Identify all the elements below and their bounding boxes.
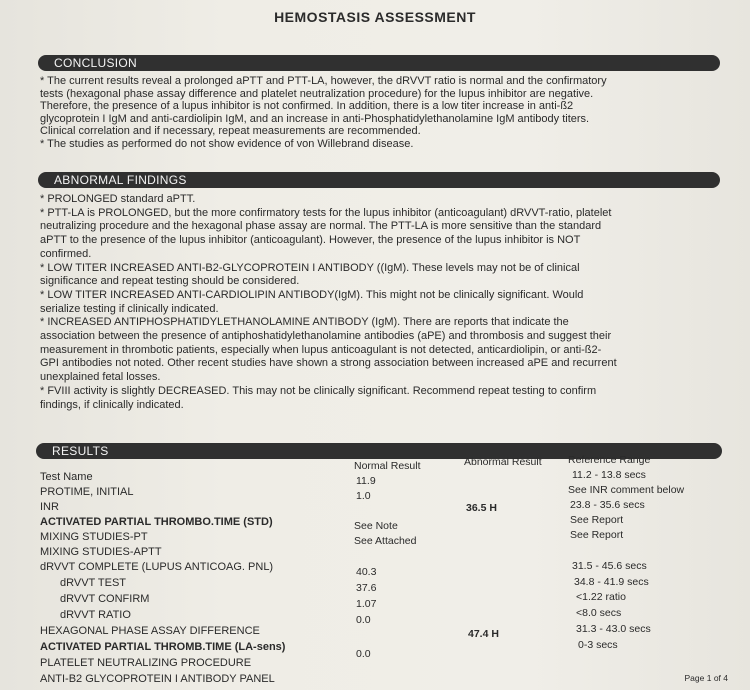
test-name: dRVVT COMPLETE (LUPUS ANTICOAG. PNL): [40, 561, 274, 573]
test-name: dRVVT CONFIRM: [60, 593, 150, 605]
finding-line: findings, if clinically indicated.: [40, 398, 184, 411]
conclusion-line: Therefore, the presence of a lupus inhibitor is not confirmed. In addition, there is a low titer increase in anti-ß2: [40, 100, 574, 113]
normal-result: 0.0: [356, 648, 371, 660]
conclusion-heading: CONCLUSION: [54, 56, 138, 70]
column-header-abnormal-result: Abnormal Result: [464, 456, 542, 468]
finding-line: * PROLONGED standard aPTT.: [40, 193, 196, 205]
conclusion-line: glycoprotein I IgM and anti-cardiolipin IgM, and an increase in anti-Phosphatidylethanolamine IgM antibody titers.: [40, 112, 590, 125]
normal-result: 40.3: [356, 566, 377, 578]
reference-range: 31.3 - 43.0 secs: [576, 623, 651, 635]
finding-line: association between the presence of antiphoshatidylethanolamine antibodies (aPE) and thrombosis and suggest their: [40, 330, 612, 343]
conclusion-line: * The studies as performed do not show evidence of von Willebrand disease.: [40, 137, 414, 150]
test-name: HEXAGONAL PHASE ASSAY DIFFERENCE: [40, 625, 260, 637]
finding-line: significance and repeat testing should be considered.: [40, 275, 300, 288]
abnormal-result: 47.4 H: [468, 628, 499, 640]
reference-range: <8.0 secs: [576, 607, 622, 619]
finding-line: * LOW TITER INCREASED ANTI-B2-GLYCOPROTEIN I ANTIBODY ((IgM). These levels may not be of clinical: [40, 261, 580, 274]
abnormal-findings-heading: ABNORMAL FINDINGS: [54, 173, 187, 187]
abnormal-result: 36.5 H: [466, 502, 497, 514]
finding-line: * FVIII activity is slightly DECREASED. This may not be clinically significant. Recommend repeat testing to confirm: [40, 384, 597, 397]
column-header-reference-range: Reference Range: [568, 454, 651, 466]
normal-result: See Attached: [354, 535, 417, 547]
results-heading: RESULTS: [52, 444, 109, 458]
abnormal-findings-text: [40, 193, 720, 412]
conclusion-text: [40, 75, 720, 151]
reference-range: 0-3 secs: [578, 639, 618, 651]
normal-result: 11.9: [356, 475, 376, 487]
test-name: dRVVT TEST: [60, 577, 127, 589]
finding-line: unexplained fetal losses.: [40, 371, 161, 384]
conclusion-line: Clinical correlation and if necessary, repeat measurements are recommended.: [40, 125, 421, 138]
page-number: Page 1 of 4: [684, 673, 728, 683]
conclusion-line: * The current results reveal a prolonged aPTT and PTT-LA, however, the dRVVT ratio is normal and the confirmatory: [40, 75, 607, 87]
test-name: dRVVT RATIO: [60, 609, 131, 621]
test-name: ACTIVATED PARTIAL THROMB.TIME (LA-sens): [40, 641, 286, 653]
reference-range: See Report: [570, 529, 624, 541]
reference-range: 34.8 - 41.9 secs: [574, 576, 649, 588]
reference-range: See INR comment below: [568, 484, 685, 496]
finding-line: * PTT-LA is PROLONGED, but the more confirmatory tests for the lupus inhibitor (anticoagulant) dRVVT-ratio, platelet: [40, 206, 612, 219]
column-header-test-name: Test Name: [40, 471, 93, 483]
reference-range: See Report: [570, 514, 624, 526]
finding-line: neutralizing procedure and the hexagonal phase assay are normal. The PTT-LA is more sensitive than the standard: [40, 220, 602, 233]
normal-result: 1.0: [356, 490, 371, 502]
test-name: MIXING STUDIES-PT: [40, 531, 148, 543]
test-name: PROTIME, INITIAL: [40, 486, 134, 498]
test-name: MIXING STUDIES-APTT: [40, 546, 162, 558]
finding-line: GPI antibodies not noted. Other recent studies have shown a strong association between increased aPE and recurrent: [40, 357, 617, 370]
normal-result: 0.0: [356, 614, 371, 626]
reference-range: 31.5 - 45.6 secs: [572, 560, 647, 572]
finding-line: serialize testing if clinically indicated.: [40, 302, 219, 315]
test-name: ACTIVATED PARTIAL THROMBO.TIME (STD): [40, 516, 273, 528]
conclusion-line: tests (hexagonal phase assay difference and platelet neutralization procedure) for the lupus inhibitor are negative.: [40, 87, 594, 100]
normal-result: See Note: [354, 520, 398, 532]
finding-line: * INCREASED ANTIPHOSPHATIDYLETHANOLAMINE ANTIBODY (IgM). There are reports that indicate the: [40, 316, 569, 329]
finding-line: * LOW TITER INCREASED ANTI-CARDIOLIPIN ANTIBODY(IgM). This might not be clinically significant. Would: [40, 288, 584, 301]
conclusion-header-bar: [38, 55, 720, 71]
finding-line: aPTT to the presence of the lupus inhibitor (anticoagulant). However, the presence of the lupus inhibitor is NOT: [40, 234, 581, 247]
reference-range: 11.2 - 13.8 secs: [572, 469, 646, 481]
test-name: PLATELET NEUTRALIZING PROCEDURE: [40, 657, 252, 669]
finding-line: measurement in thrombotic patients, especially when lupus anticoagulant is not detected, anticardiolipin, or anti-ß2-: [40, 343, 602, 356]
reference-range: 23.8 - 35.6 secs: [570, 499, 645, 511]
report-title: HEMOSTASIS ASSESSMENT: [274, 9, 476, 25]
normal-result: 1.07: [356, 598, 377, 610]
test-name: ANTI-B2 GLYCOPROTEIN I ANTIBODY PANEL: [40, 673, 275, 685]
test-name: INR: [40, 501, 59, 513]
reference-range: <1.22 ratio: [576, 591, 626, 603]
normal-result: 37.6: [356, 582, 377, 594]
abnormal-findings-header-bar: [38, 172, 720, 188]
column-header-normal-result: Normal Result: [354, 460, 421, 472]
finding-line: confirmed.: [40, 247, 92, 260]
